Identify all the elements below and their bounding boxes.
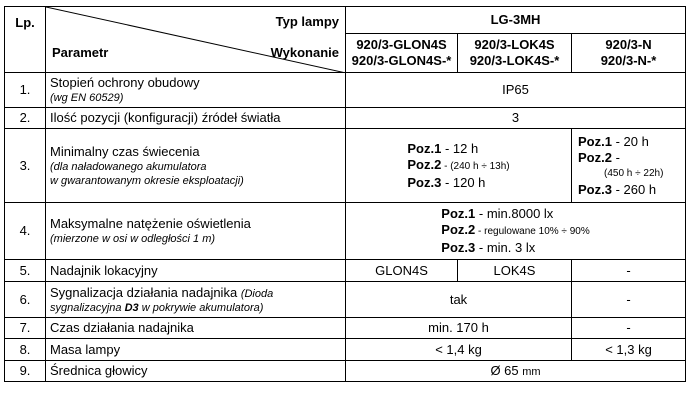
poz-label: Poz.2 [578,149,612,165]
parameter-cell [46,73,346,108]
row-number: 5. [5,260,46,282]
diameter-value: Ø 65 [490,362,519,378]
variant-line: 920/3-LOK4S-* [469,53,560,68]
value-cell-left [346,129,572,203]
parameter-cell [46,129,346,203]
poz-value: - min. 3 lx [475,240,536,255]
row-number: 1. [5,73,46,108]
poz-value: - 120 h [441,174,486,190]
table-row [5,203,686,260]
parameter-name: Średnica głowicy [46,361,346,382]
poz-label: Poz.2 [407,156,442,172]
poz-label: Poz.3 [407,174,442,190]
diagonal-header-cell [46,7,346,73]
poz-label: Poz.2 [441,222,476,237]
poz-label: Poz.3 [578,181,612,197]
value-cell: tak [346,282,572,318]
value-cell: 3 [346,108,686,129]
poz-value: - 20 h [611,133,649,149]
parameter-note: (wg EN 60529) [50,92,124,104]
value-cell: min. 170 h [346,318,572,339]
poz-value: - min.8000 lx [475,206,554,221]
poz-value: - 12 h [441,140,479,156]
parameter-name: Sygnalizacja działania nadajnika [50,284,238,300]
header-row-1 [5,7,686,34]
typ-lampy-label: Typ lampy [275,14,339,29]
table-row [5,339,686,361]
poz-value: - 260 h [611,181,657,197]
wykonanie-label: Wykonanie [270,45,339,60]
value-cell: < 1,3 kg [572,339,686,361]
table-row [5,73,686,108]
variant-line: 920/3-N-* [600,53,657,68]
poz-value: - regulowane 10% ÷ 90% [475,226,590,237]
table-row [5,108,686,129]
variant-line: 920/3-LOK4S [474,37,555,52]
row-number: 4. [5,203,46,260]
parameter-note: (Dioda [240,287,274,300]
row-number: 6. [5,282,46,318]
row-number: 7. [5,318,46,339]
value-cell: LOK4S [458,260,572,282]
parameter-note: (dla naładowanego akumulatora [50,160,207,173]
table-row [5,361,686,382]
poz-value: - [611,149,620,165]
parameter-note: w gwarantowanym okresie eksploatacji) [50,174,244,187]
value-cell-right [572,129,686,203]
lp-header: Lp. [5,7,46,73]
poz-label: Poz.1 [407,140,442,156]
row-number: 3. [5,129,46,203]
spec-table [4,6,686,382]
parameter-cell [46,203,346,260]
table-row [5,318,686,339]
row-number: 8. [5,339,46,361]
table-row [5,260,686,282]
value-cell: IP65 [346,73,686,108]
parameter-note: w pokrywie akumulatora) [141,301,264,314]
lamp-model-header: LG-3MH [346,7,686,34]
parameter-name: Maksymalne natężenie oświetlenia [50,216,251,231]
poz-value: - (240 h ÷ 13h) [441,160,510,172]
variant-line: 920/3-GLON4S [356,37,447,52]
variant-line: 920/3-N [605,37,652,52]
poz-label: Poz.1 [441,206,476,221]
diameter-unit: mm [522,365,541,378]
variant-line: 920/3-GLON4S-* [351,53,452,68]
variant-header-n [572,34,686,73]
parameter-name: Ilość pozycji (konfiguracji) źródeł światła [46,108,346,129]
parameter-name: Masa lampy [46,339,346,361]
table-row [5,282,686,318]
poz-label: Poz.1 [578,133,612,149]
poz-extra: (450 h ÷ 22h) [604,167,664,179]
parameter-name: Stopień ochrony obudowy [50,75,200,90]
parameter-name: Minimalny czas świecenia [50,143,200,159]
parameter-note: (mierzone w osi w odległości 1 m) [50,233,216,245]
parameter-name: Nadajnik lokacyjny [46,260,346,282]
poz-label: Poz.3 [441,240,476,255]
value-cell: GLON4S [346,260,458,282]
variant-header-lok [458,34,572,73]
parametr-label: Parametr [52,45,109,60]
row-number: 9. [5,361,46,382]
parameter-name: Czas działania nadajnika [46,318,346,339]
value-cell: < 1,4 kg [346,339,572,361]
parameter-cell [46,282,346,318]
value-cell [346,203,686,260]
value-cell [346,361,686,382]
row-number: 2. [5,108,46,129]
value-cell: - [572,318,686,339]
parameter-note: sygnalizacyjna [50,301,122,314]
variant-header-glon [346,34,458,73]
value-cell: - [572,282,686,318]
table-row [5,129,686,203]
value-cell: - [572,260,686,282]
parameter-note-bold: D3 [124,301,139,314]
